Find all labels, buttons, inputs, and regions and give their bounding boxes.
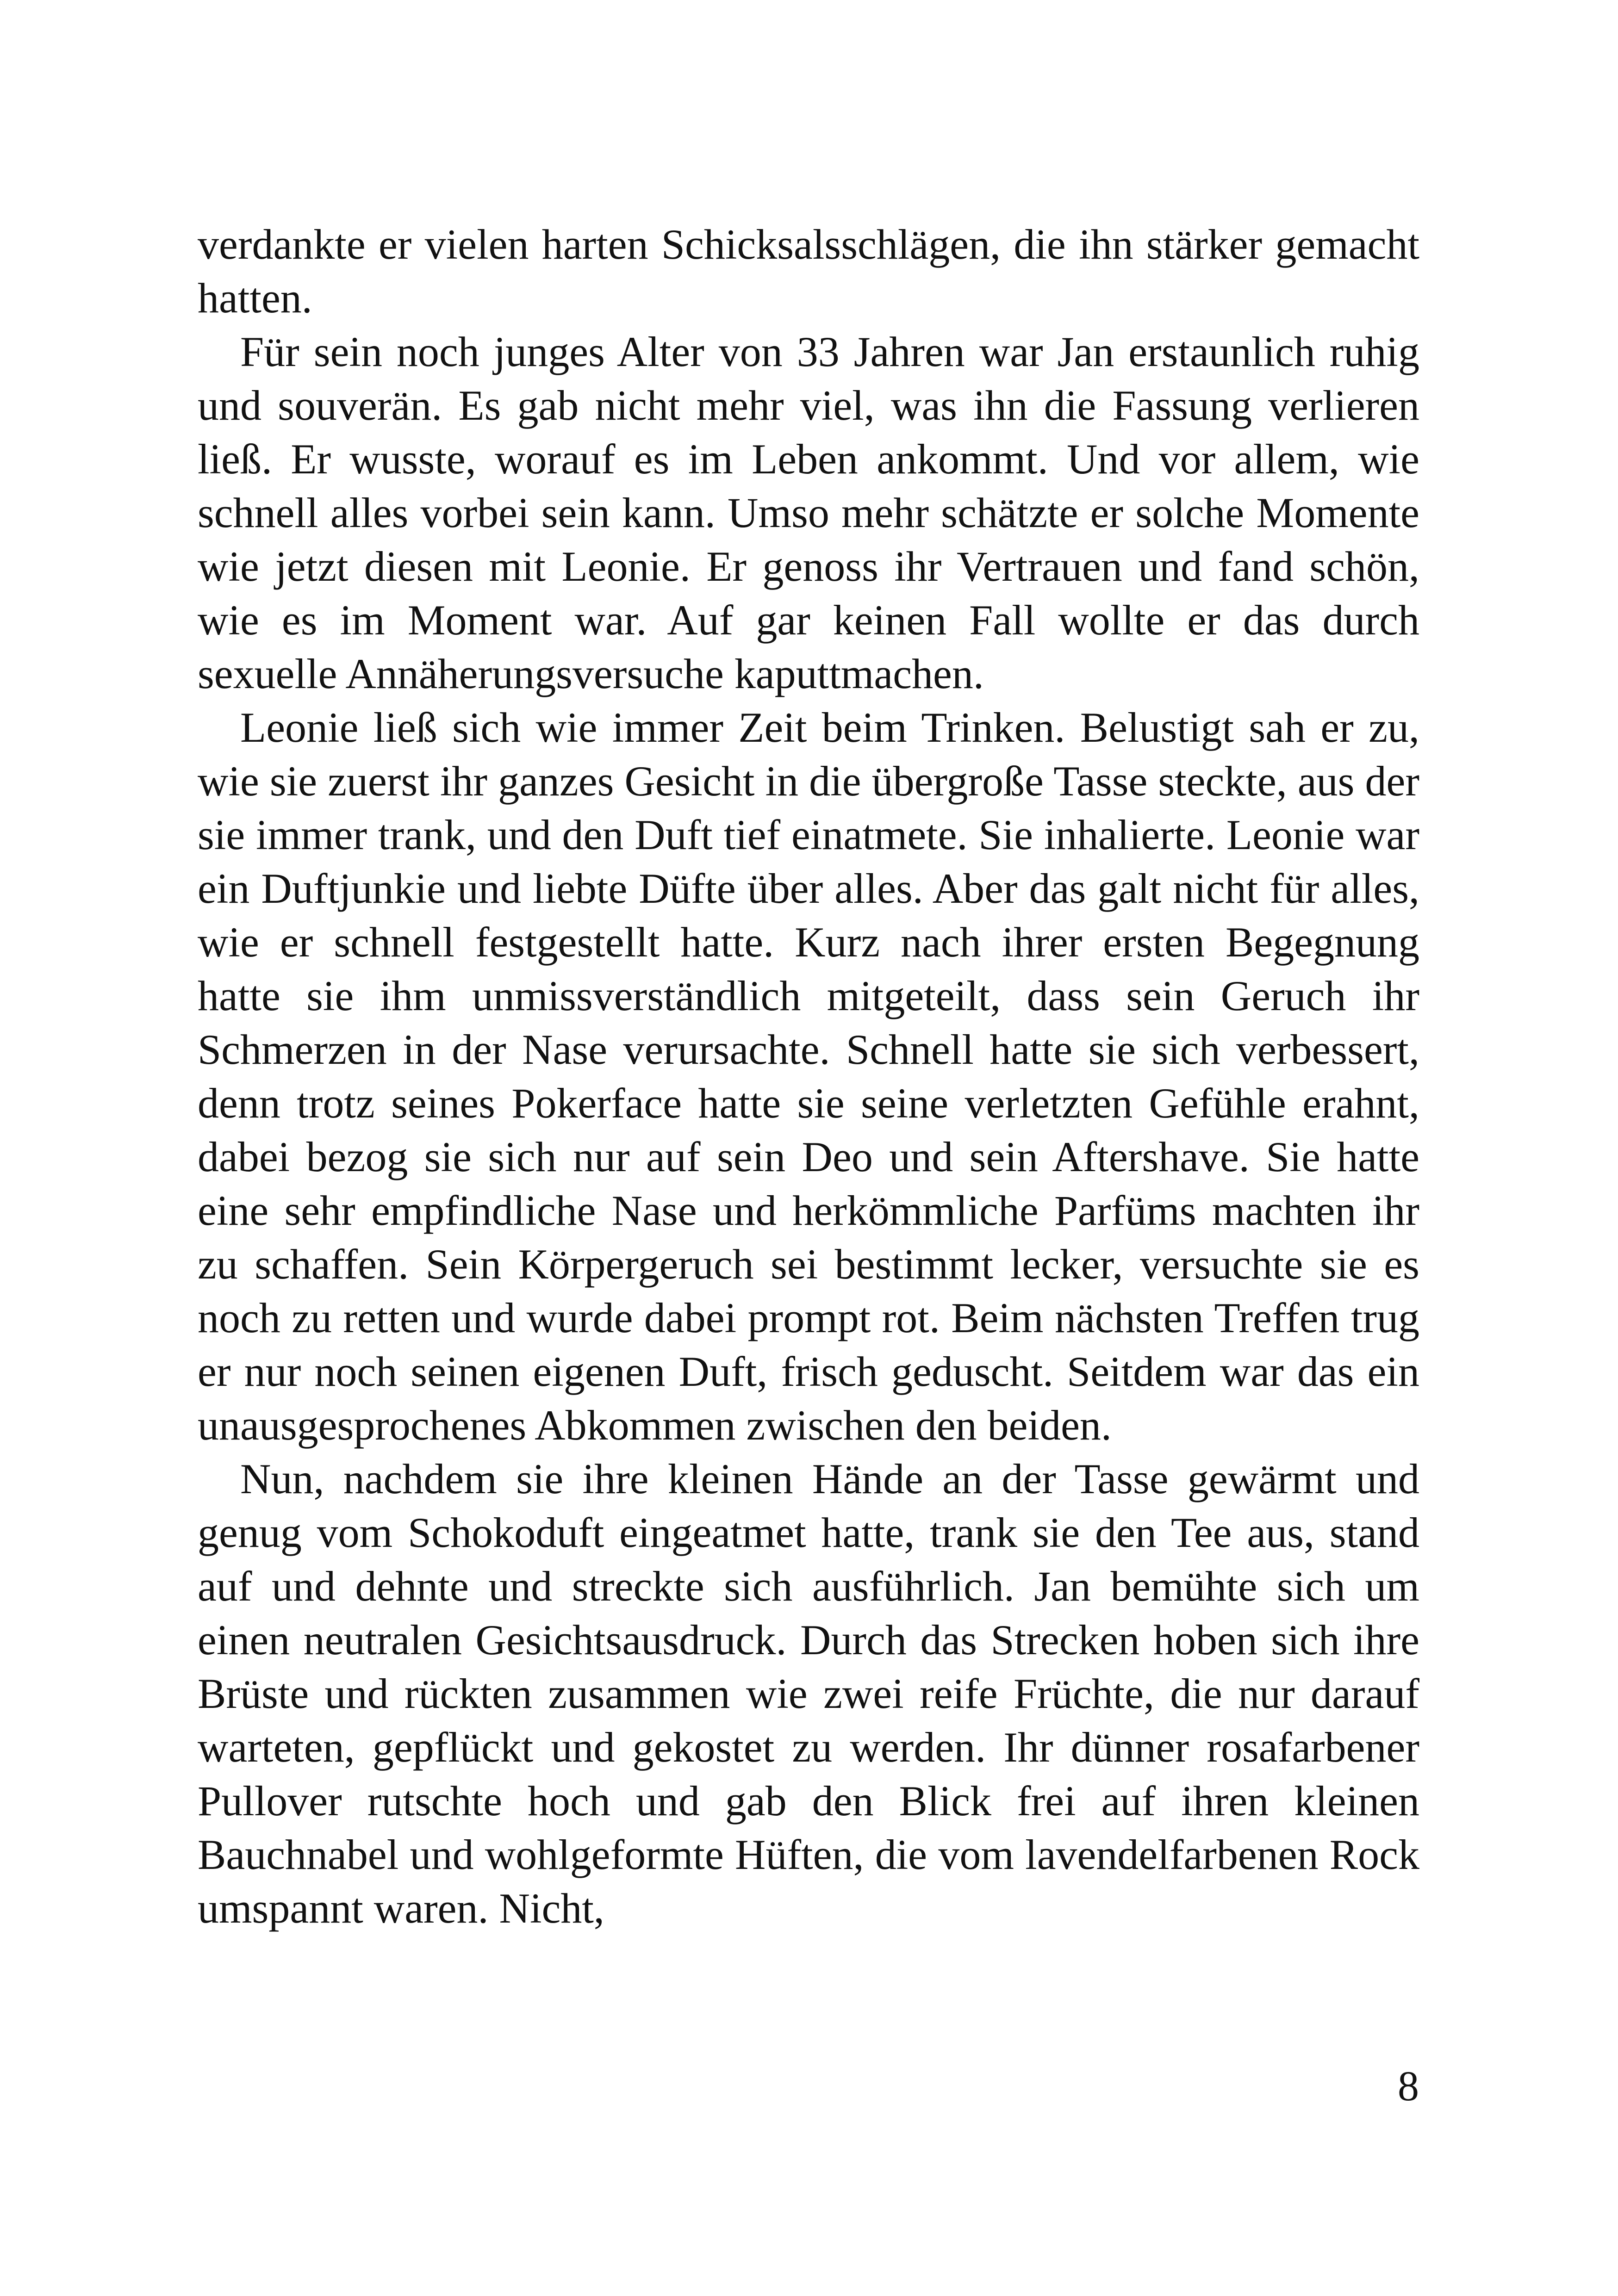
paragraph: Nun, nachdem sie ihre kleinen Hände an der Tasse gewärmt und genug vom Schokoduft eingeatmet hatte, trank sie den Tee aus, stand auf und dehnte und streckte sich ausführlich. Jan bemühte sich um einen neutralen Gesichtsausdruck. Durch das Strecken hoben sich ihre Brüste und rückten zusammen wie zwei reife Früchte, die nur darauf warteten, gepflückt und gekostet zu werden. Ihr dünner rosafarbener Pullover rutschte hoch und gab den Blick frei auf ihren kleinen Bauchnabel und wohlgeformte Hüften, die vom lavendelfarbenen Rock umspannt waren. Nicht, (198, 1455, 1419, 1932)
body-text (198, 217, 1419, 1935)
paragraph: Für sein noch junges Alter von 33 Jahren war Jan erstaunlich ruhig und souverän. Es gab nicht mehr viel, was ihn die Fassung verlieren ließ. Er wusste, worauf es im Leben ankommt. Und vor allem, wie schnell alles vorbei sein kann. Umso mehr schätzte er solche Momente wie jetzt diesen mit Leonie. Er genoss ihr Vertrauen und fand schön, wie es im Moment war. Auf gar keinen Fall wollte er das durch sexuelle Annäherungsversuche kaputtmachen. (198, 328, 1419, 697)
paragraph-continued: verdankte er vielen harten Schicksalsschlägen, die ihn stärker gemacht hatten. (198, 221, 1419, 322)
paragraph: Leonie ließ sich wie immer Zeit beim Trinken. Belustigt sah er zu, wie sie zuerst ihr ganzes Gesicht in die übergroße Tasse steckte, aus der sie immer trank, und den Duft tief einatmete. Sie inhalierte. Leonie war ein Duftjunkie und liebte Düfte über alles. Aber das galt nicht für alles, wie er schnell festgestellt hatte. Kurz nach ihrer ersten Begegnung hatte sie ihm unmissverständlich mitgeteilt, dass sein Geruch ihr Schmerzen in der Nase verursachte. Schnell hatte sie sich verbessert, denn trotz seines Pokerface hatte sie seine verletzten Gefühle erahnt, dabei bezog sie sich nur auf sein Deo und sein Aftershave. Sie hatte eine sehr empfindliche Nase und herkömmliche Parfüms machten ihr zu schaffen. Sein Körpergeruch sei bestimmt lecker, versuchte sie es noch zu retten und wurde dabei prompt rot. Beim nächsten Treffen trug er nur noch seinen eigenen Duft, frisch geduscht. Seitdem war das ein unausgesprochenes Abkommen zwischen den beiden. (198, 704, 1419, 1449)
page-number: 8 (1398, 2062, 1419, 2110)
